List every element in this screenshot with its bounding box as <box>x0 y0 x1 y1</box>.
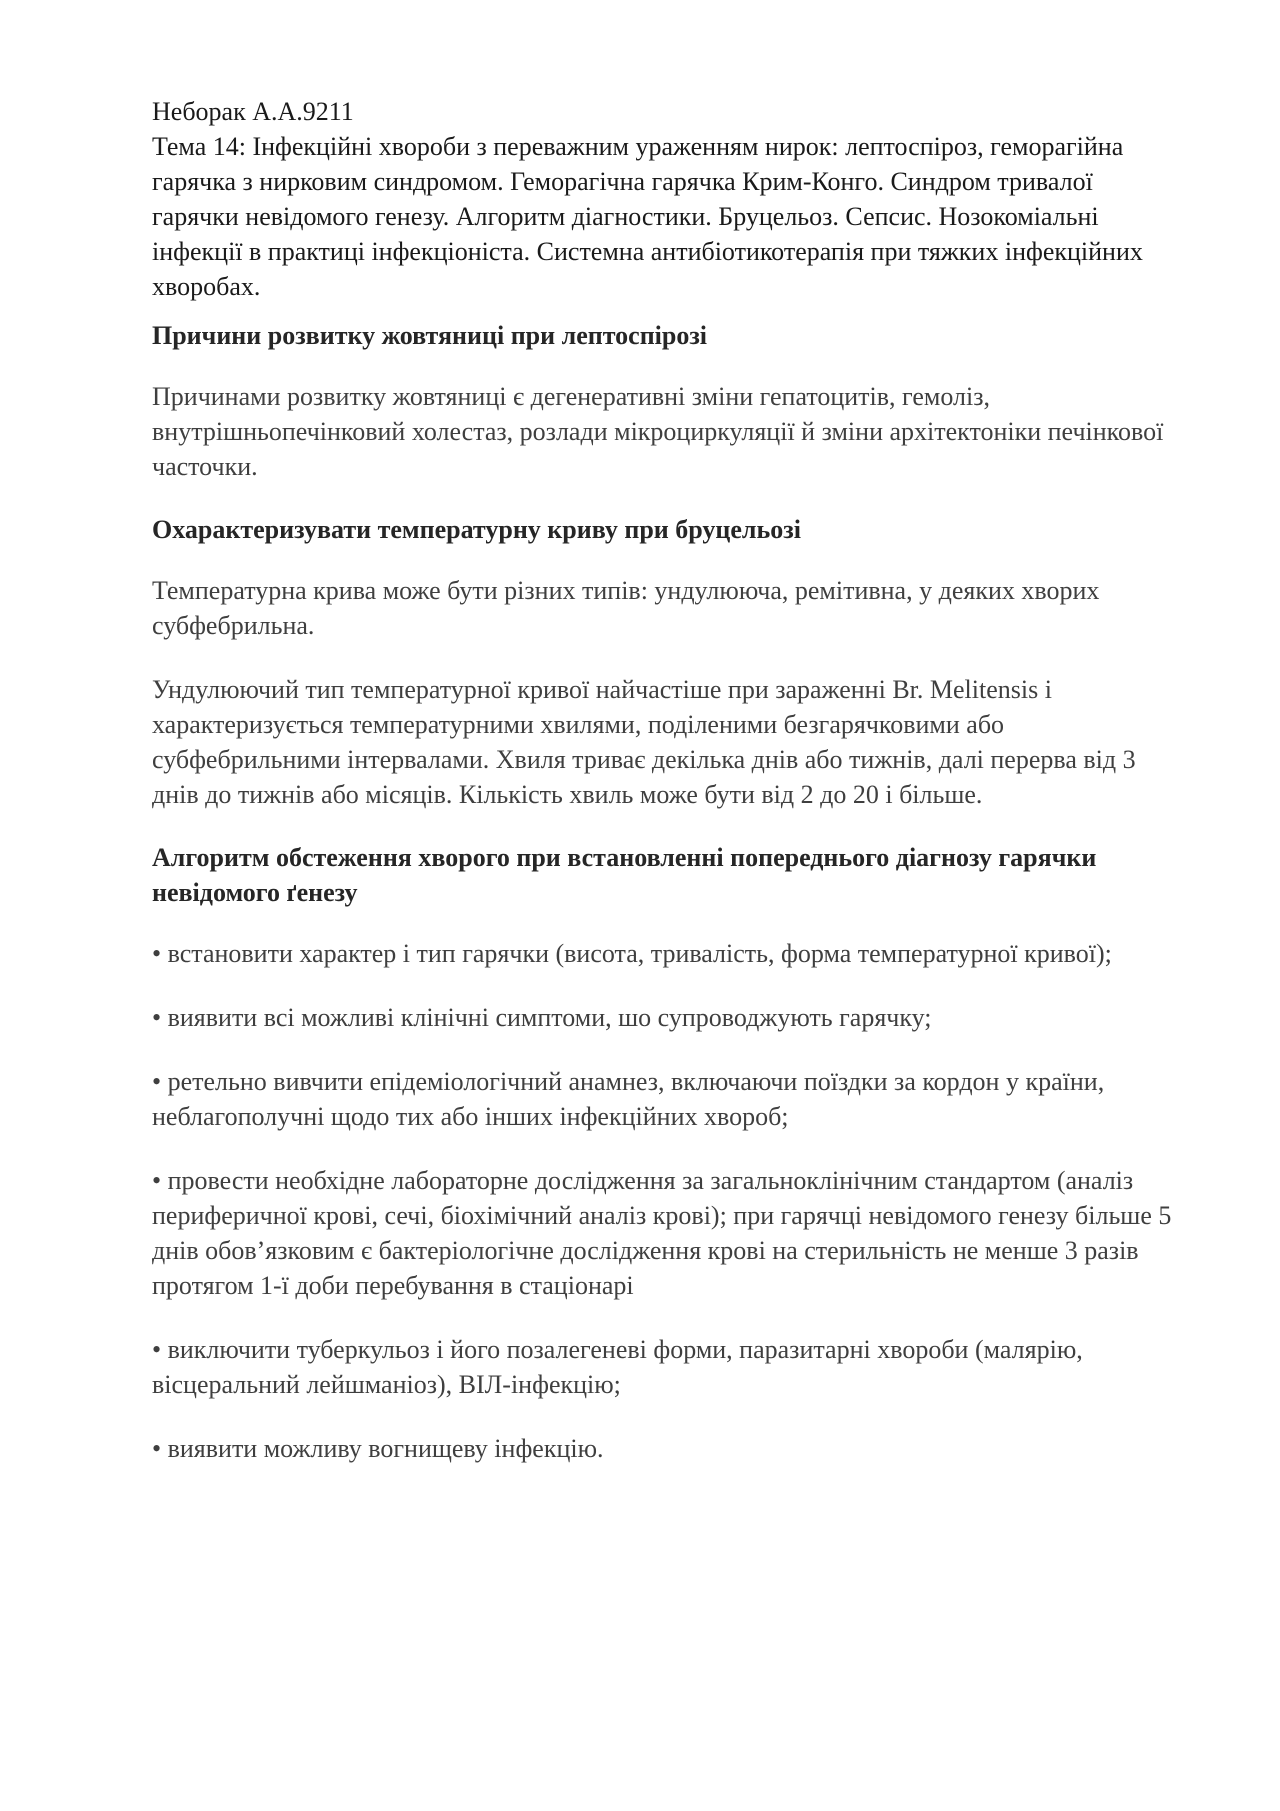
section-temperature-curve <box>152 512 1180 812</box>
list-item: • ретельно вивчити епідеміологічний анамнез, включаючи поїздки за кордон у країни, неблагополучні щодо тих або інших інфекційних хвороб; <box>152 1067 1105 1131</box>
section-examination-algorithm <box>152 840 1180 1466</box>
list-item: • виключити туберкульоз і його позалегеневі форми, паразитарні хвороби (малярію, вісцеральний лейшманіоз), ВІЛ-інфекцію; <box>152 1335 1083 1399</box>
section-title: Охарактеризувати температурну криву при бруцельозі <box>152 515 801 544</box>
section-paragraph: Причинами розвитку жовтяниці є дегенеративні зміни гепатоцитів, гемоліз, внутрішньопечінковий холестаз, розлади мікроциркуляції й зміни архітектоніки печінкової часточки. <box>152 382 1164 481</box>
topic-line: Тема 14: Інфекційні хвороби з переважним ураженням нирок: лептоспіроз, геморагійна гарячка з нирковим синдромом. Геморагічна гарячка Крим-Конго. Синдром тривалої гарячки невідомого генезу. Алгоритм діагностики. Бруцельоз. Сепсис. Нозокоміальні інфекції в практиці інфекціоніста. Системна антибіотикотерапія при тяжких інфекційних хворобах. <box>152 132 1143 301</box>
list-item: • встановити характер і тип гарячки (висота, тривалість, форма температурної кривої); <box>152 939 1112 968</box>
section-title: Алгоритм обстеження хворого при встановленні попереднього діагнозу гарячки невідомого ґенезу <box>152 843 1097 907</box>
document-header <box>152 94 1180 304</box>
section-jaundice <box>152 318 1180 484</box>
section-paragraph: Ундулюючий тип температурної кривої найчастіше при зараженні Br. Melitensis і характеризується температурними хвилями, поділеними безгарячковими або субфебрильними інтервалами. Хвиля триває декілька днів або тижнів, далі перерва від 3 днів до тижнів або місяців. Кількість хвиль може бути від 2 до 20 і більше. <box>152 675 1136 809</box>
section-title: Причини розвитку жовтяниці при лептоспірозі <box>152 321 708 350</box>
list-item: • виявити можливу вогнищеву інфекцію. <box>152 1434 604 1463</box>
list-item: • виявити всі можливі клінічні симптоми, шо супроводжують гарячку; <box>152 1003 932 1032</box>
section-paragraph: Температурна крива може бути різних типів: ундулююча, ремітивна, у деяких хворих субфебрильна. <box>152 576 1100 640</box>
author-line: Неборак А.А.9211 <box>152 97 354 126</box>
list-item: • провести необхідне лабораторне дослідження за загальноклінічним стандартом (аналіз периферичної крові, сечі, біохімічний аналіз крові); при гарячці невідомого генезу більше 5 днів обов’язковим є бактеріологічне дослідження крові на стерильність не менше 3 разів протягом 1-ї доби перебування в стаціонарі <box>152 1166 1172 1300</box>
